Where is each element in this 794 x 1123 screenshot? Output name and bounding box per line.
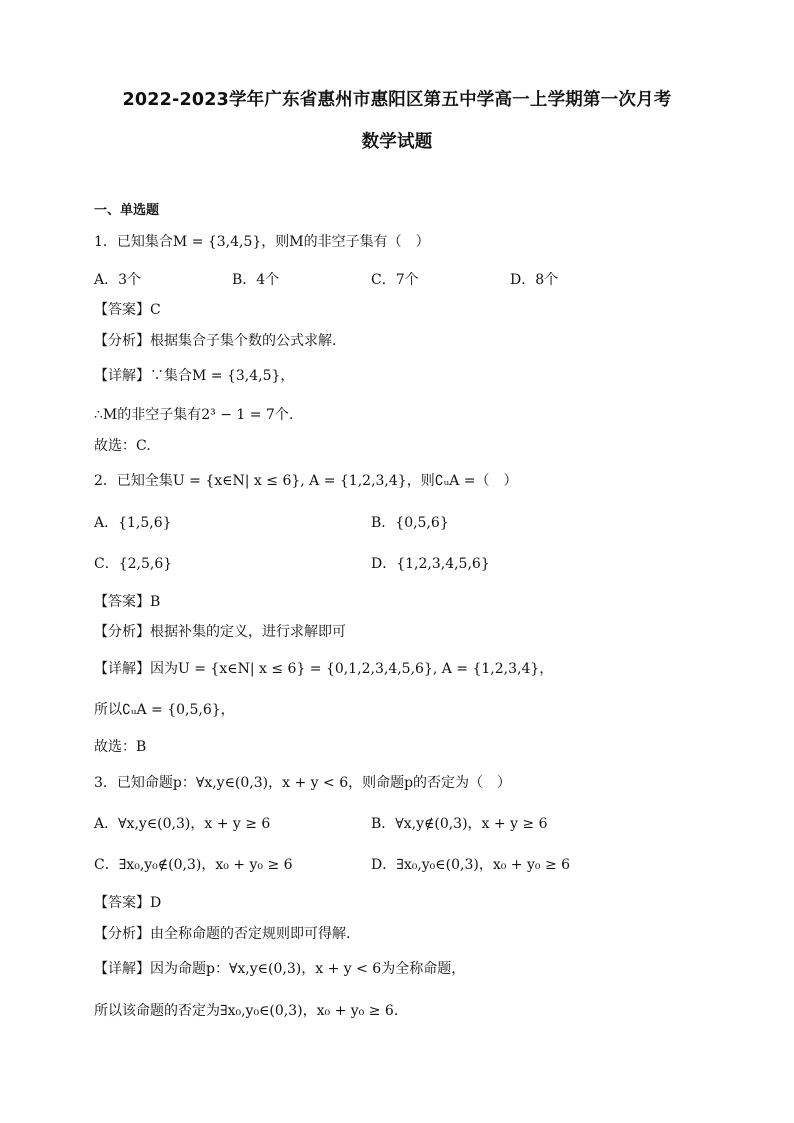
- document-title: 2022-2023学年广东省惠州市惠阳区第五中学高一上学期第一次月考: [122, 90, 672, 110]
- q1-conclusion: 故选：C.: [94, 438, 151, 454]
- q2-analysis: 【分析】根据补集的定义，进行求解即可: [94, 624, 346, 640]
- q3-analysis: 【分析】由全称命题的否定规则即可得解.: [94, 926, 351, 942]
- q1-stem: 1．已知集合M = {3,4,5}，则M的非空子集有（ ）: [94, 234, 430, 250]
- q2-option-b: B．{0,5,6}: [371, 515, 449, 531]
- q3-answer: 【答案】D: [94, 895, 162, 911]
- q2-option-c: C．{2,5,6}: [94, 556, 173, 572]
- q1-option-a: A．3个: [94, 272, 142, 288]
- q2-option-d: D．{1,2,3,4,5,6}: [371, 556, 490, 572]
- q2-detail: 【详解】因为U = {x∈N| x ≤ 6} = {0,1,2,3,4,5,6}, A = {1,2,3,4}，: [94, 661, 554, 677]
- q2-conclusion: 故选：B: [94, 739, 147, 755]
- q2-stem: 2．已知全集U = {x∈N| x ≤ 6}, A = {1,2,3,4}，则∁ᵤA =（ ）: [94, 473, 518, 489]
- q3-detail: 【详解】因为命题p：∀x,y∈(0,3)，x + y < 6为全称命题，: [94, 961, 466, 977]
- q1-analysis: 【分析】根据集合子集个数的公式求解.: [94, 333, 337, 349]
- q1-option-d: D．8个: [510, 272, 559, 288]
- q3-option-d: D．∃x₀,y₀∈(0,3)，x₀ + y₀ ≥ 6: [371, 857, 571, 873]
- q1-detail: 【详解】∵集合M = {3,4,5}，: [94, 368, 295, 384]
- document-subtitle: 数学试题: [361, 132, 433, 152]
- q2-answer: 【答案】B: [94, 594, 161, 610]
- q1-option-c: C．7个: [371, 272, 419, 288]
- q3-option-c: C．∃x₀,y₀∉(0,3)，x₀ + y₀ ≥ 6: [94, 857, 293, 873]
- q1-answer: 【答案】C: [94, 302, 161, 318]
- q2-detail-2: 所以∁ᵤA = {0,5,6}，: [94, 702, 235, 718]
- q3-option-b: B．∀x,y∉(0,3)，x + y ≥ 6: [371, 816, 548, 832]
- q2-option-a: A．{1,5,6}: [94, 515, 172, 531]
- q1-option-b: B．4个: [232, 272, 280, 288]
- section-heading: 一、单选题: [94, 203, 160, 218]
- q1-detail-2: ∴M的非空子集有2³ − 1 = 7个.: [94, 407, 294, 423]
- q3-option-a: A．∀x,y∈(0,3)，x + y ≥ 6: [94, 816, 271, 832]
- q3-stem: 3．已知命题p：∀x,y∈(0,3)，x + y < 6，则命题p的否定为（ ）: [94, 775, 512, 791]
- q3-detail-2: 所以该命题的否定为∃x₀,y₀∈(0,3)，x₀ + y₀ ≥ 6.: [94, 1003, 399, 1019]
